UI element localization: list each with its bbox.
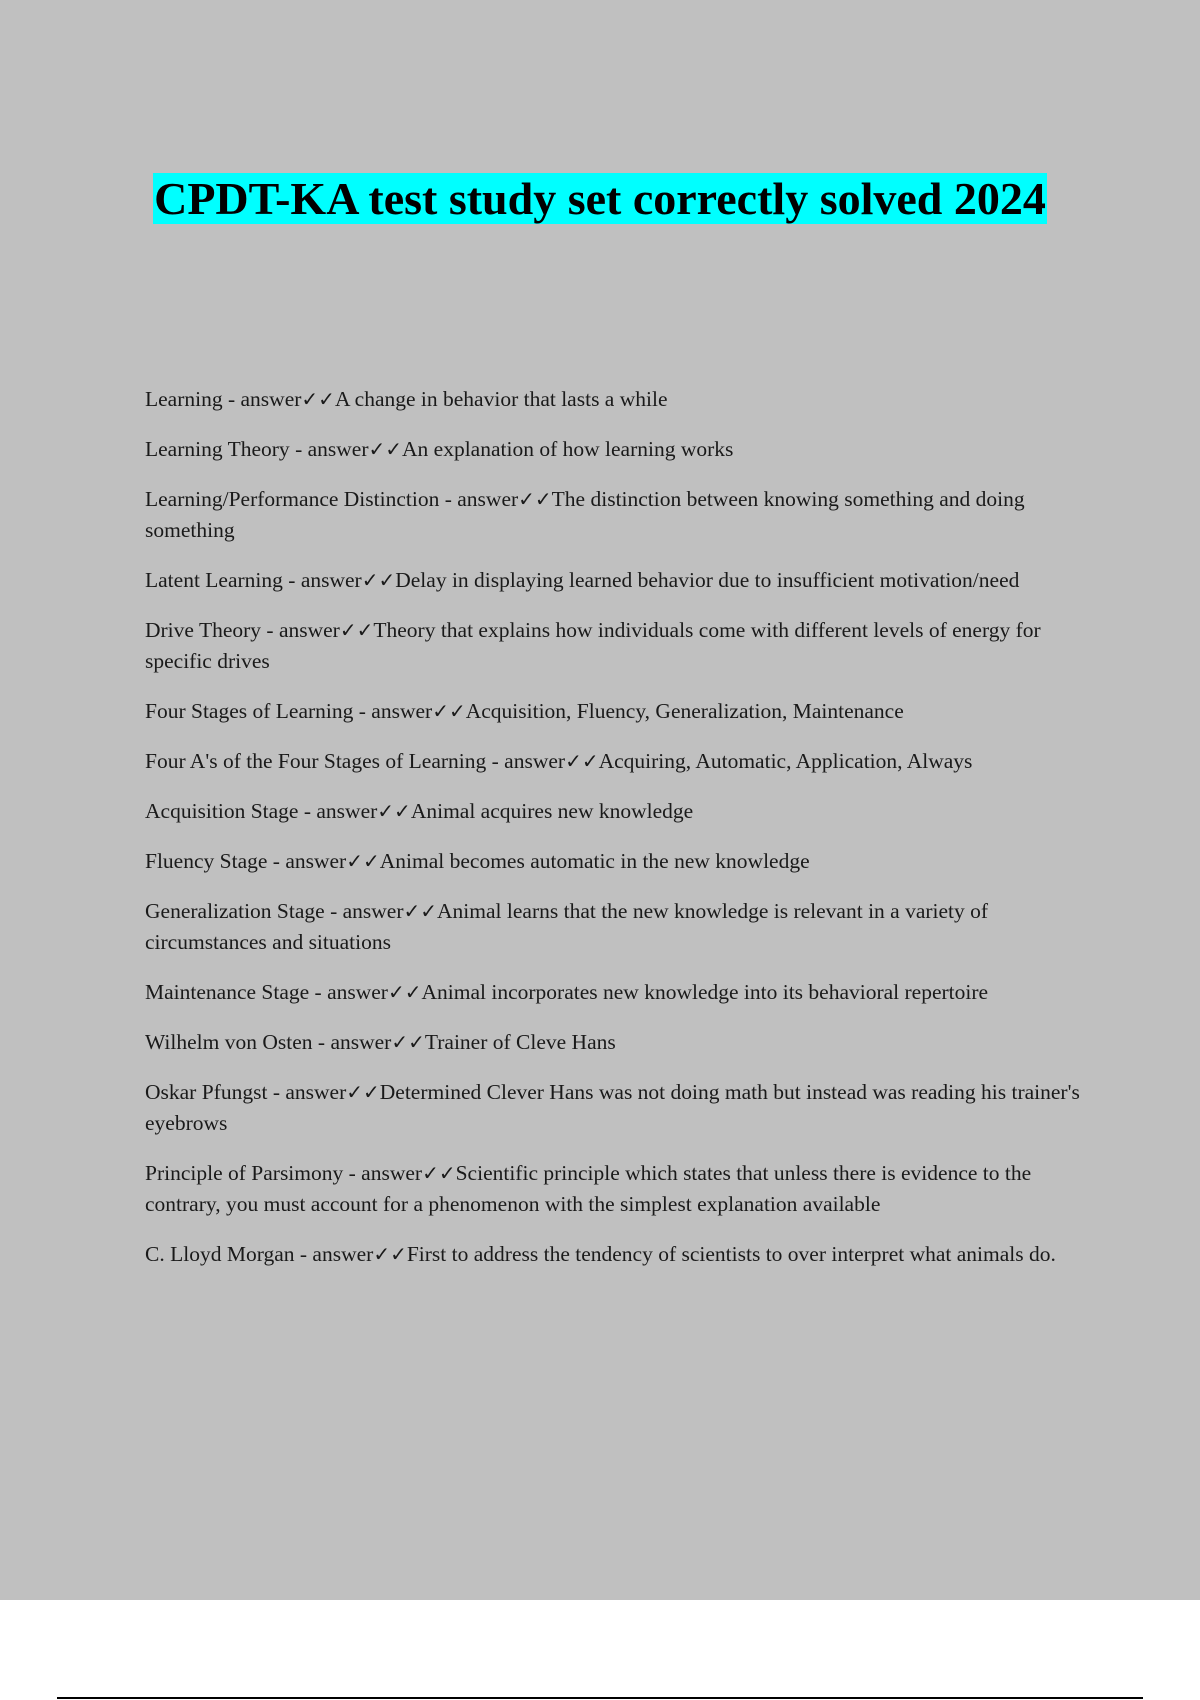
answer-label: - answer [261,618,340,642]
flashcard-term: Wilhelm von Osten [145,1030,313,1054]
answer-label: - answer [309,980,388,1004]
double-check-icon: ✓✓ [403,899,438,923]
flashcard-entry [145,846,1085,877]
page-bottom-rule [57,1697,1143,1699]
flashcard-entry [145,434,1085,465]
flashcard-entry [145,565,1085,596]
flashcard-entry [145,1027,1085,1058]
flashcard-entry [145,384,1085,415]
flashcard-definition: Animal incorporates new knowledge into its behavioral repertoire [421,980,989,1004]
flashcard-definition: Acquiring, Automatic, Application, Always [598,749,973,773]
flashcard-definition: Animal learns that the new knowledge is relevant in a variety of circumstances and situations [145,899,989,954]
answer-label: - answer [289,437,369,461]
flashcard-term: Learning/Performance Distinction [145,487,440,511]
double-check-icon: ✓✓ [377,799,411,823]
answer-label: - answer [282,568,362,592]
double-check-icon: ✓✓ [518,487,552,511]
flashcard-definition: First to address the tendency of scientists to over interpret what animals do. [406,1242,1056,1266]
double-check-icon: ✓✓ [432,699,466,723]
flashcard-list [145,384,1085,1289]
double-check-icon: ✓✓ [346,1080,380,1104]
answer-label: - answer [353,699,433,723]
flashcard-definition: Determined Clever Hans was not doing math but instead was reading his trainer's eyebrows [145,1080,1080,1135]
document-title: CPDT-KA test study set correctly solved 2024 [154,173,1046,224]
flashcard-term: Four A's of the Four Stages of Learning [145,749,487,773]
double-check-icon: ✓✓ [368,437,403,461]
answer-label: - answer [222,387,302,411]
flashcard-definition: Theory that explains how individuals come with different levels of energy for specific drives [145,618,1041,673]
flashcard-entry [145,746,1085,777]
flashcard-entry [145,696,1085,727]
flashcard-entry [145,615,1085,677]
flashcard-term: Latent Learning [145,568,283,592]
answer-label: - answer [298,799,378,823]
double-check-icon: ✓✓ [565,749,599,773]
double-check-icon: ✓✓ [339,618,374,642]
answer-label: - answer [439,487,519,511]
flashcard-term: Principle of Parsimony [145,1161,344,1185]
answer-label: - answer [267,849,347,873]
flashcard-definition: Animal acquires new knowledge [410,799,694,823]
flashcard-term: Learning Theory [145,437,290,461]
flashcard-entry [145,1077,1085,1139]
flashcard-definition: Acquisition, Fluency, Generalization, Maintenance [465,699,904,723]
flashcard-definition: A change in behavior that lasts a while [334,387,668,411]
flashcard-term: Four Stages of Learning [145,699,354,723]
flashcard-term: C. Lloyd Morgan [145,1242,295,1266]
flashcard-term: Fluency Stage [145,849,268,873]
flashcard-definition: An explanation of how learning works [402,437,734,461]
flashcard-definition: The distinction between knowing something and doing something [145,487,1025,542]
double-check-icon: ✓✓ [391,1030,425,1054]
flashcard-term: Maintenance Stage [145,980,310,1004]
flashcard-entry [145,796,1085,827]
double-check-icon: ✓✓ [346,849,380,873]
flashcard-entry [145,1158,1085,1220]
answer-label: - answer [343,1161,423,1185]
double-check-icon: ✓✓ [373,1242,407,1266]
flashcard-term: Learning [145,387,223,411]
flashcard-entry [145,484,1085,546]
flashcard-entry [145,977,1085,1008]
flashcard-definition: Scientific principle which states that unless there is evidence to the contrary, you must account for a phenomenon with the simplest explanation available [145,1161,1032,1216]
flashcard-term: Acquisition Stage [145,799,299,823]
flashcard-definition: Trainer of Cleve Hans [424,1030,616,1054]
double-check-icon: ✓✓ [387,980,422,1004]
answer-label: - answer [324,899,404,923]
answer-label: - answer [486,749,566,773]
flashcard-term: Generalization Stage [145,899,325,923]
double-check-icon: ✓✓ [422,1161,456,1185]
flashcard-term: Drive Theory [145,618,262,642]
double-check-icon: ✓✓ [301,387,335,411]
double-check-icon: ✓✓ [361,568,396,592]
flashcard-entry [145,1239,1085,1270]
answer-label: - answer [312,1030,392,1054]
answer-label: - answer [267,1080,347,1104]
flashcard-term: Oskar Pfungst [145,1080,268,1104]
flashcard-definition: Delay in displaying learned behavior due to insufficient motivation/need [395,568,1020,592]
title-container [0,168,1200,229]
flashcard-definition: Animal becomes automatic in the new knowledge [379,849,810,873]
answer-label: - answer [294,1242,374,1266]
flashcard-entry [145,896,1085,958]
